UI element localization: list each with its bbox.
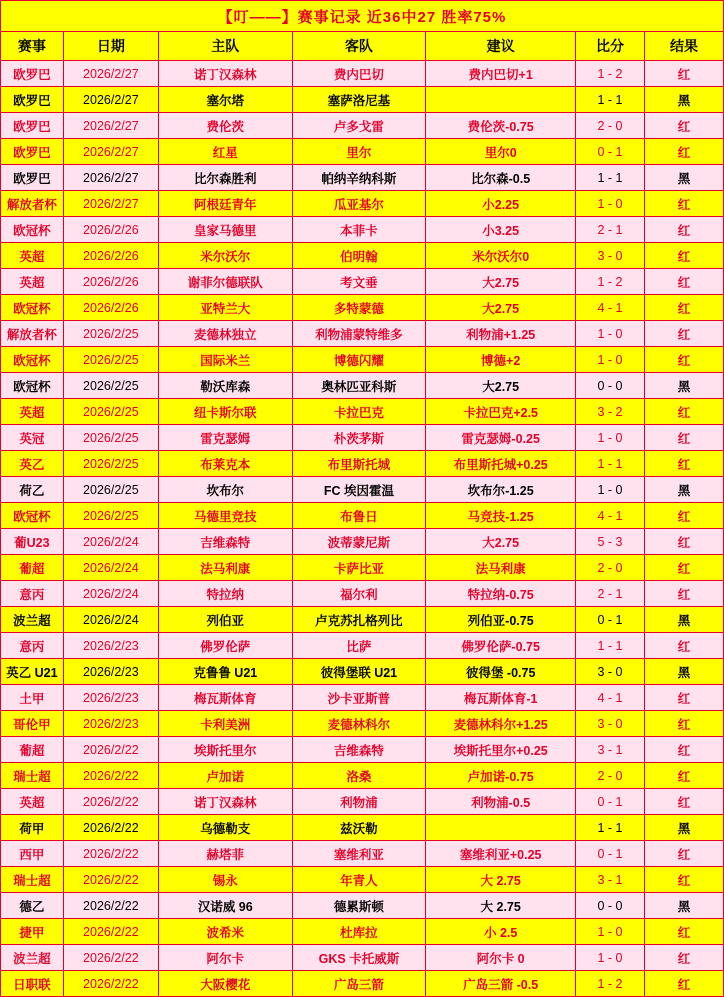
cell-away: 多特蒙德 <box>292 295 426 321</box>
cell-away: 帕纳辛纳科斯 <box>292 165 426 191</box>
cell-score: 0 - 1 <box>576 841 645 867</box>
cell-date: 2026/2/24 <box>63 529 158 555</box>
cell-date: 2026/2/23 <box>63 685 158 711</box>
cell-away: 波蒂蒙尼斯 <box>292 529 426 555</box>
cell-date: 2026/2/26 <box>63 295 158 321</box>
cell-league: 英超 <box>1 789 64 815</box>
cell-date: 2026/2/25 <box>63 347 158 373</box>
cell-league: 解放者杯 <box>1 321 64 347</box>
table-row <box>1 555 724 581</box>
cell-advice: 麦德林科尔+1.25 <box>426 711 576 737</box>
cell-advice: 塞维利亚+0.25 <box>426 841 576 867</box>
cell-score: 1 - 2 <box>576 269 645 295</box>
cell-home: 吉维森特 <box>158 529 292 555</box>
cell-away: 考文垂 <box>292 269 426 295</box>
cell-result: 红 <box>644 633 723 659</box>
cell-score: 3 - 0 <box>576 711 645 737</box>
cell-advice <box>426 815 576 841</box>
cell-advice: 雷克瑟姆-0.25 <box>426 425 576 451</box>
column-header-date: 日期 <box>63 32 158 61</box>
cell-date: 2026/2/24 <box>63 581 158 607</box>
cell-score: 5 - 3 <box>576 529 645 555</box>
table-row <box>1 399 724 425</box>
cell-away: 沙卡亚斯普 <box>292 685 426 711</box>
cell-home: 红星 <box>158 139 292 165</box>
table-header-row <box>1 32 724 61</box>
table-row <box>1 295 724 321</box>
page-title: 【叮——】赛事记录 近36中27 胜率75% <box>1 1 724 32</box>
cell-league: 哥伦甲 <box>1 711 64 737</box>
table-row <box>1 165 724 191</box>
cell-score: 3 - 0 <box>576 659 645 685</box>
cell-date: 2026/2/22 <box>63 789 158 815</box>
cell-away: 卡萨比亚 <box>292 555 426 581</box>
cell-score: 2 - 1 <box>576 581 645 607</box>
cell-advice <box>426 87 576 113</box>
table-row <box>1 971 724 997</box>
cell-result: 红 <box>644 113 723 139</box>
cell-result: 红 <box>644 399 723 425</box>
cell-advice: 比尔森-0.5 <box>426 165 576 191</box>
cell-result: 红 <box>644 217 723 243</box>
cell-league: 欧罗巴 <box>1 87 64 113</box>
table-row <box>1 347 724 373</box>
cell-score: 1 - 1 <box>576 633 645 659</box>
cell-date: 2026/2/22 <box>63 815 158 841</box>
cell-score: 3 - 1 <box>576 867 645 893</box>
cell-home: 赫塔菲 <box>158 841 292 867</box>
cell-advice: 利物浦-0.5 <box>426 789 576 815</box>
cell-date: 2026/2/23 <box>63 659 158 685</box>
cell-away: 广岛三箭 <box>292 971 426 997</box>
cell-score: 1 - 0 <box>576 945 645 971</box>
cell-result: 红 <box>644 945 723 971</box>
cell-result: 红 <box>644 529 723 555</box>
cell-advice: 卡拉巴克+2.5 <box>426 399 576 425</box>
cell-date: 2026/2/22 <box>63 737 158 763</box>
cell-date: 2026/2/25 <box>63 399 158 425</box>
cell-advice: 利物浦+1.25 <box>426 321 576 347</box>
cell-date: 2026/2/26 <box>63 243 158 269</box>
cell-score: 0 - 1 <box>576 789 645 815</box>
cell-home: 谢菲尔德联队 <box>158 269 292 295</box>
cell-home: 乌德勒支 <box>158 815 292 841</box>
cell-result: 红 <box>644 867 723 893</box>
cell-league: 欧冠杯 <box>1 503 64 529</box>
cell-advice: 博德+2 <box>426 347 576 373</box>
cell-date: 2026/2/25 <box>63 373 158 399</box>
cell-away: 塞萨洛尼基 <box>292 87 426 113</box>
cell-score: 4 - 1 <box>576 503 645 529</box>
cell-score: 2 - 0 <box>576 113 645 139</box>
cell-away: 杜库拉 <box>292 919 426 945</box>
cell-league: 荷乙 <box>1 477 64 503</box>
cell-away: 兹沃勒 <box>292 815 426 841</box>
cell-home: 梅瓦斯体育 <box>158 685 292 711</box>
cell-away: FC 埃因霍温 <box>292 477 426 503</box>
cell-score: 1 - 2 <box>576 971 645 997</box>
cell-away: 布里斯托城 <box>292 451 426 477</box>
table-row <box>1 87 724 113</box>
cell-result: 红 <box>644 581 723 607</box>
cell-advice: 广岛三箭 -0.5 <box>426 971 576 997</box>
table-row <box>1 503 724 529</box>
cell-advice: 里尔0 <box>426 139 576 165</box>
cell-league: 葡超 <box>1 555 64 581</box>
cell-home: 费伦茨 <box>158 113 292 139</box>
cell-result: 红 <box>644 269 723 295</box>
cell-advice: 埃斯托里尔+0.25 <box>426 737 576 763</box>
cell-date: 2026/2/22 <box>63 945 158 971</box>
cell-away: 布鲁日 <box>292 503 426 529</box>
cell-away: 卢克苏扎格列比 <box>292 607 426 633</box>
table-body <box>1 61 724 997</box>
cell-score: 4 - 1 <box>576 685 645 711</box>
cell-date: 2026/2/26 <box>63 269 158 295</box>
cell-home: 特拉纳 <box>158 581 292 607</box>
table-row <box>1 529 724 555</box>
cell-away: 塞维利亚 <box>292 841 426 867</box>
cell-away: 瓜亚基尔 <box>292 191 426 217</box>
table-row <box>1 711 724 737</box>
cell-score: 1 - 2 <box>576 61 645 87</box>
cell-date: 2026/2/27 <box>63 165 158 191</box>
cell-away: 本菲卡 <box>292 217 426 243</box>
cell-league: 欧冠杯 <box>1 295 64 321</box>
cell-result: 红 <box>644 737 723 763</box>
cell-league: 西甲 <box>1 841 64 867</box>
cell-home: 锡永 <box>158 867 292 893</box>
cell-date: 2026/2/25 <box>63 425 158 451</box>
cell-league: 荷甲 <box>1 815 64 841</box>
cell-home: 坎布尔 <box>158 477 292 503</box>
table-row <box>1 425 724 451</box>
cell-home: 比尔森胜利 <box>158 165 292 191</box>
cell-away: 利物浦 <box>292 789 426 815</box>
cell-advice: 阿尔卡 0 <box>426 945 576 971</box>
cell-advice: 费伦茨-0.75 <box>426 113 576 139</box>
cell-date: 2026/2/22 <box>63 841 158 867</box>
cell-date: 2026/2/22 <box>63 971 158 997</box>
cell-home: 克鲁鲁 U21 <box>158 659 292 685</box>
cell-date: 2026/2/27 <box>63 87 158 113</box>
table-row <box>1 243 724 269</box>
cell-date: 2026/2/27 <box>63 113 158 139</box>
table-row <box>1 269 724 295</box>
cell-league: 英超 <box>1 269 64 295</box>
cell-result: 黑 <box>644 87 723 113</box>
table-row <box>1 321 724 347</box>
cell-home: 波希米 <box>158 919 292 945</box>
cell-result: 红 <box>644 763 723 789</box>
cell-advice: 小 2.5 <box>426 919 576 945</box>
cell-score: 0 - 0 <box>576 373 645 399</box>
cell-advice: 大 2.75 <box>426 867 576 893</box>
table-row <box>1 867 724 893</box>
cell-score: 1 - 0 <box>576 919 645 945</box>
cell-date: 2026/2/25 <box>63 503 158 529</box>
table-row <box>1 841 724 867</box>
cell-league: 英乙 U21 <box>1 659 64 685</box>
cell-advice: 米尔沃尔0 <box>426 243 576 269</box>
table-row <box>1 659 724 685</box>
cell-home: 大阪樱花 <box>158 971 292 997</box>
cell-home: 马德里竞技 <box>158 503 292 529</box>
cell-advice: 卢加诺-0.75 <box>426 763 576 789</box>
cell-result: 黑 <box>644 815 723 841</box>
cell-advice: 大2.75 <box>426 373 576 399</box>
cell-result: 红 <box>644 321 723 347</box>
table-row <box>1 633 724 659</box>
cell-home: 埃斯托里尔 <box>158 737 292 763</box>
cell-away: 卡拉巴克 <box>292 399 426 425</box>
cell-score: 1 - 1 <box>576 451 645 477</box>
cell-league: 解放者杯 <box>1 191 64 217</box>
cell-advice: 马竞技-1.25 <box>426 503 576 529</box>
cell-league: 瑞士超 <box>1 867 64 893</box>
cell-date: 2026/2/27 <box>63 191 158 217</box>
table-row <box>1 919 724 945</box>
cell-result: 红 <box>644 243 723 269</box>
cell-result: 红 <box>644 555 723 581</box>
cell-result: 红 <box>644 711 723 737</box>
cell-advice: 法马利康 <box>426 555 576 581</box>
table-row <box>1 477 724 503</box>
cell-home: 皇家马德里 <box>158 217 292 243</box>
cell-advice: 彼得堡 -0.75 <box>426 659 576 685</box>
cell-advice: 小2.25 <box>426 191 576 217</box>
cell-result: 黑 <box>644 659 723 685</box>
cell-advice: 小3.25 <box>426 217 576 243</box>
cell-date: 2026/2/27 <box>63 139 158 165</box>
cell-league: 波兰超 <box>1 945 64 971</box>
cell-home: 麦德林独立 <box>158 321 292 347</box>
table-row <box>1 893 724 919</box>
table-row <box>1 451 724 477</box>
cell-result: 红 <box>644 295 723 321</box>
cell-advice: 大2.75 <box>426 295 576 321</box>
table-row <box>1 139 724 165</box>
cell-away: 卢多戈雷 <box>292 113 426 139</box>
column-header-score: 比分 <box>576 32 645 61</box>
table-row <box>1 113 724 139</box>
cell-league: 英冠 <box>1 425 64 451</box>
cell-away: 伯明翰 <box>292 243 426 269</box>
cell-home: 汉诺威 96 <box>158 893 292 919</box>
cell-away: 费内巴切 <box>292 61 426 87</box>
cell-league: 瑞士超 <box>1 763 64 789</box>
table-row <box>1 685 724 711</box>
cell-result: 黑 <box>644 373 723 399</box>
cell-score: 2 - 1 <box>576 217 645 243</box>
cell-result: 红 <box>644 789 723 815</box>
cell-home: 卡利美洲 <box>158 711 292 737</box>
cell-advice: 费内巴切+1 <box>426 61 576 87</box>
cell-score: 1 - 0 <box>576 425 645 451</box>
cell-result: 红 <box>644 451 723 477</box>
table-row <box>1 737 724 763</box>
cell-league: 英超 <box>1 399 64 425</box>
cell-league: 欧罗巴 <box>1 61 64 87</box>
cell-home: 列伯亚 <box>158 607 292 633</box>
cell-result: 红 <box>644 841 723 867</box>
cell-advice: 大2.75 <box>426 269 576 295</box>
cell-home: 佛罗伦萨 <box>158 633 292 659</box>
cell-advice: 梅瓦斯体育-1 <box>426 685 576 711</box>
cell-home: 亚特兰大 <box>158 295 292 321</box>
table-row <box>1 789 724 815</box>
cell-date: 2026/2/24 <box>63 607 158 633</box>
cell-result: 红 <box>644 503 723 529</box>
cell-league: 土甲 <box>1 685 64 711</box>
cell-date: 2026/2/25 <box>63 477 158 503</box>
table-title-row <box>1 1 724 32</box>
cell-league: 波兰超 <box>1 607 64 633</box>
cell-date: 2026/2/27 <box>63 61 158 87</box>
cell-league: 葡U23 <box>1 529 64 555</box>
cell-score: 0 - 1 <box>576 139 645 165</box>
cell-score: 1 - 0 <box>576 321 645 347</box>
table-row <box>1 945 724 971</box>
column-header-result: 结果 <box>644 32 723 61</box>
cell-league: 欧罗巴 <box>1 139 64 165</box>
cell-result: 黑 <box>644 165 723 191</box>
cell-score: 1 - 0 <box>576 347 645 373</box>
cell-date: 2026/2/25 <box>63 321 158 347</box>
cell-away: 年青人 <box>292 867 426 893</box>
cell-advice: 大 2.75 <box>426 893 576 919</box>
cell-result: 红 <box>644 139 723 165</box>
column-header-away: 客队 <box>292 32 426 61</box>
table-row <box>1 581 724 607</box>
cell-away: GKS 卡托威斯 <box>292 945 426 971</box>
cell-result: 红 <box>644 971 723 997</box>
cell-date: 2026/2/25 <box>63 451 158 477</box>
cell-advice: 特拉纳-0.75 <box>426 581 576 607</box>
cell-league: 德乙 <box>1 893 64 919</box>
table-row <box>1 373 724 399</box>
cell-league: 意丙 <box>1 581 64 607</box>
cell-score: 3 - 1 <box>576 737 645 763</box>
cell-result: 红 <box>644 191 723 217</box>
cell-advice: 列伯亚-0.75 <box>426 607 576 633</box>
cell-league: 欧冠杯 <box>1 373 64 399</box>
cell-result: 黑 <box>644 893 723 919</box>
cell-date: 2026/2/22 <box>63 919 158 945</box>
table-row <box>1 607 724 633</box>
table-row <box>1 61 724 87</box>
cell-away: 比萨 <box>292 633 426 659</box>
cell-date: 2026/2/26 <box>63 217 158 243</box>
cell-away: 洛桑 <box>292 763 426 789</box>
cell-advice: 布里斯托城+0.25 <box>426 451 576 477</box>
cell-score: 1 - 0 <box>576 191 645 217</box>
table-row <box>1 763 724 789</box>
cell-home: 卢加诺 <box>158 763 292 789</box>
cell-score: 2 - 0 <box>576 555 645 581</box>
cell-date: 2026/2/24 <box>63 555 158 581</box>
cell-result: 红 <box>644 425 723 451</box>
cell-home: 诺丁汉森林 <box>158 61 292 87</box>
table-row <box>1 191 724 217</box>
cell-date: 2026/2/22 <box>63 893 158 919</box>
cell-league: 日职联 <box>1 971 64 997</box>
cell-league: 意丙 <box>1 633 64 659</box>
cell-score: 3 - 2 <box>576 399 645 425</box>
cell-league: 捷甲 <box>1 919 64 945</box>
cell-home: 法马利康 <box>158 555 292 581</box>
cell-away: 里尔 <box>292 139 426 165</box>
cell-home: 布莱克本 <box>158 451 292 477</box>
cell-home: 纽卡斯尔联 <box>158 399 292 425</box>
cell-score: 1 - 1 <box>576 87 645 113</box>
cell-home: 塞尔塔 <box>158 87 292 113</box>
cell-score: 1 - 1 <box>576 815 645 841</box>
cell-result: 红 <box>644 61 723 87</box>
cell-home: 勒沃库森 <box>158 373 292 399</box>
cell-result: 红 <box>644 347 723 373</box>
cell-league: 葡超 <box>1 737 64 763</box>
cell-date: 2026/2/22 <box>63 867 158 893</box>
cell-home: 雷克瑟姆 <box>158 425 292 451</box>
cell-away: 德累斯顿 <box>292 893 426 919</box>
cell-home: 阿尔卡 <box>158 945 292 971</box>
cell-away: 彼得堡联 U21 <box>292 659 426 685</box>
cell-score: 3 - 0 <box>576 243 645 269</box>
cell-away: 朴茨茅斯 <box>292 425 426 451</box>
cell-result: 红 <box>644 919 723 945</box>
cell-league: 欧罗巴 <box>1 113 64 139</box>
cell-advice: 佛罗伦萨-0.75 <box>426 633 576 659</box>
cell-date: 2026/2/23 <box>63 633 158 659</box>
cell-away: 奥林匹亚科斯 <box>292 373 426 399</box>
cell-score: 0 - 1 <box>576 607 645 633</box>
cell-away: 利物浦蒙特维多 <box>292 321 426 347</box>
cell-result: 黑 <box>644 477 723 503</box>
cell-league: 欧冠杯 <box>1 347 64 373</box>
cell-result: 黑 <box>644 607 723 633</box>
cell-score: 2 - 0 <box>576 763 645 789</box>
cell-league: 英超 <box>1 243 64 269</box>
cell-result: 红 <box>644 685 723 711</box>
cell-date: 2026/2/22 <box>63 763 158 789</box>
cell-away: 博德闪耀 <box>292 347 426 373</box>
cell-home: 诺丁汉森林 <box>158 789 292 815</box>
cell-advice: 坎布尔-1.25 <box>426 477 576 503</box>
cell-score: 1 - 0 <box>576 477 645 503</box>
cell-advice: 大2.75 <box>426 529 576 555</box>
cell-date: 2026/2/23 <box>63 711 158 737</box>
column-header-home: 主队 <box>158 32 292 61</box>
cell-league: 欧罗巴 <box>1 165 64 191</box>
cell-home: 国际米兰 <box>158 347 292 373</box>
cell-away: 吉维森特 <box>292 737 426 763</box>
cell-league: 欧冠杯 <box>1 217 64 243</box>
cell-league: 英乙 <box>1 451 64 477</box>
cell-away: 麦德林科尔 <box>292 711 426 737</box>
column-header-league: 赛事 <box>1 32 64 61</box>
cell-home: 阿根廷青年 <box>158 191 292 217</box>
table-row <box>1 217 724 243</box>
cell-away: 福尔利 <box>292 581 426 607</box>
column-header-advice: 建议 <box>426 32 576 61</box>
cell-score: 1 - 1 <box>576 165 645 191</box>
cell-score: 4 - 1 <box>576 295 645 321</box>
cell-home: 米尔沃尔 <box>158 243 292 269</box>
cell-score: 0 - 0 <box>576 893 645 919</box>
table-row <box>1 815 724 841</box>
